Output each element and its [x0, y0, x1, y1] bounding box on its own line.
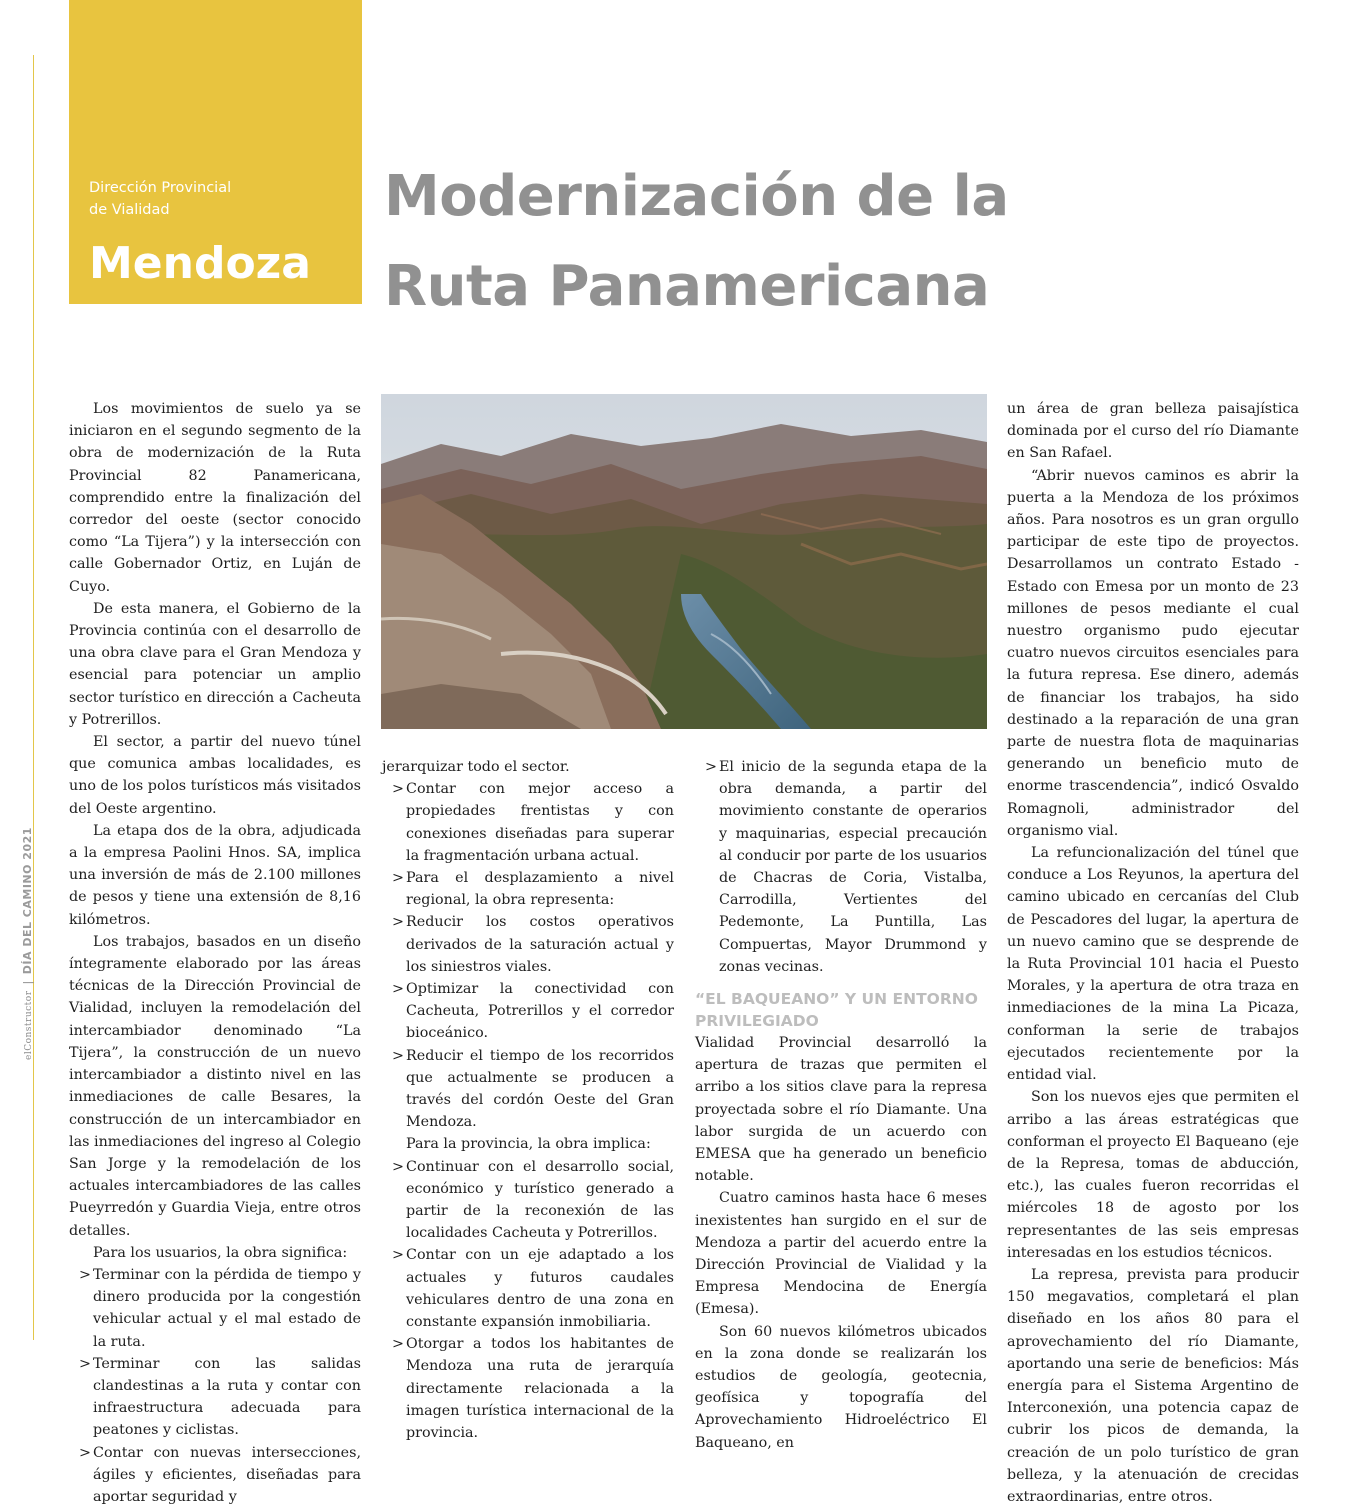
paragraph: La refuncionalización del túnel que conduce a Los Reyunos, la apertura del camino ubicado en cercanías del Club de Pescadores del lugar, la apertura de un nuevo camino que se desprende de la Ruta Provincial 101 hacia el Puesto Morales, y la apertura de otra traza en inmediaciones de la mina La Picaza, conforman la serie de trabajos ejecutados recientemente por la entidad vial. — [1007, 845, 1299, 1084]
list-item-text: Contar con mejor acceso a propiedades frentistas y con conexiones diseñadas para superar la fragmentación urbana actual. — [406, 781, 674, 864]
paragraph: Los movimientos de suelo ya se iniciaron en el segundo segmento de la obra de modernización de la Ruta Provincial 82 Panamericana, comprendido entre la finalización del corredor del oeste (sector conocido como “La Tijera”) y la intersección con calle Gobernador Ortiz, en Luján de Cuyo. — [69, 401, 361, 595]
paragraph: Son 60 nuevos kilómetros ubicados en la zona donde se realizarán los estudios de geología, geotecnia, geofísica y topografía del Aprovechamiento Hidroeléctrico El Baqueano, en — [695, 1323, 987, 1451]
region-title: Mendoza — [89, 238, 311, 289]
list-item — [382, 978, 674, 1045]
paragraph: Cuatro caminos hasta hace 6 meses inexistentes han surgido en el sur de Mendoza a partir del acuerdo entre la Dirección Provincial de Vialidad y la Empresa Mendocina de Energía (Emesa). — [695, 1190, 987, 1318]
chevron-right-icon: > — [392, 870, 404, 887]
chevron-right-icon: > — [392, 1158, 404, 1175]
list-item-text: Contar con un eje adaptado a los actuales y futuros caudales vehiculares dentro de una zona en constante expansión inmobiliaria. — [406, 1247, 674, 1331]
list-item — [69, 1264, 361, 1353]
chevron-right-icon: > — [392, 981, 404, 998]
list-item-text: Para el desplazamiento a nivel regional, la obra representa: — [406, 870, 674, 909]
paragraph-continuation: un área de gran belleza paisajística dominada por el curso del río Diamante en San Rafael. — [1007, 401, 1299, 462]
chevron-right-icon: > — [392, 781, 404, 798]
paragraph: La represa, prevista para producir 150 megavatios, completará el plan diseñado en los años 80 para el aprovechamiento del río Diamante, aportando una serie de beneficios: Más energía para el Sistema Argentino de Interconexión, una potencia capaz de cubrir los picos de demanda, la creación de un polo turístico de gran belleza, y la atenuación de crecidas extraordinarias, entre otros. — [1007, 1266, 1299, 1505]
list-item — [382, 1333, 674, 1444]
paragraph: El sector, a partir del nuevo túnel que comunica ambas localidades, es uno de los polos turísticos más visitados del Oeste argentino. — [69, 734, 362, 817]
list-item-text: Otorgar a todos los habitantes de Mendoza una ruta de jerarquía directamente relacionada a la imagen turística internacional de la provincia. — [406, 1336, 674, 1442]
section-subheading: “EL BAQUEANO” Y UN ENTORNO PRIVILEGIADO — [695, 990, 978, 1031]
chevron-right-icon: > — [392, 1047, 404, 1064]
section-name-line2: de Vialidad — [89, 202, 170, 218]
article-headline — [384, 152, 1284, 332]
list-item-text: Optimizar la conectividad con Cacheuta, Potrerillos y el corredor bioceánico. — [406, 981, 674, 1042]
list-item — [382, 1045, 674, 1134]
list-item-text: Terminar con las salidas clandestinas a la ruta y contar con infraestructura adecuada para peatones y ciclistas. — [93, 1355, 361, 1439]
chevron-right-icon: > — [392, 1247, 404, 1264]
section-name — [89, 177, 349, 221]
mountain-valley-photo — [381, 394, 987, 729]
section-banner — [69, 0, 362, 304]
list-item-text: Terminar con la pérdida de tiempo y dinero producida por la congestión vehicular actual y el mal estado de la ruta. — [93, 1266, 361, 1350]
chevron-right-icon: > — [79, 1355, 91, 1372]
paragraph: Los trabajos, basados en un diseño íntegramente elaborado por las áreas técnicas de la Dirección Provincial de Vialidad, incluyen la remodelación del intercambiador denominado “La Tijera”, la construcción de un nuevo intercambiador a distinto nivel en las inmediaciones de calle Besares, la construcción de un intercambiador en las inmediaciones del ingreso al Colegio San Jorge y la remodelación de los actuales intercambiadores de las calles Pueyrredón y Guardia Vieja, entre otros detalles. — [69, 933, 361, 1239]
list-item — [382, 1244, 674, 1333]
article-column-2 — [382, 756, 674, 1444]
paragraph: La etapa dos de la obra, adjudicada a la empresa Paolini Hnos. SA, implica una inversión de más de 2.100 millones de pesos y tiene una extensión de 8,16 kilómetros. — [69, 822, 361, 928]
issue-name: DÍA DEL CAMINO 2021 — [21, 827, 34, 975]
paragraph: Para la provincia, la obra implica: — [406, 1136, 651, 1153]
headline-line2: Ruta Panamericana — [384, 254, 990, 319]
footer-separator: | — [21, 980, 34, 985]
chevron-right-icon: > — [79, 1444, 91, 1461]
list-item — [382, 778, 674, 867]
chevron-right-icon: > — [79, 1266, 91, 1283]
list-item — [695, 756, 987, 978]
list-item — [382, 867, 674, 911]
list-item-text: Reducir los costos operativos derivados de la saturación actual y los siniestros viales. — [406, 914, 674, 975]
running-footer — [21, 827, 34, 1060]
paragraph: De esta manera, el Gobierno de la Provincia continúa con el desarrollo de una obra clave para el Gran Mendoza y esencial para potenciar un amplio sector turístico en dirección a Cacheuta y Potrerillos. — [69, 600, 361, 728]
chevron-right-icon: > — [705, 759, 717, 775]
paragraph-continuation: jerarquizar todo el sector. — [382, 759, 570, 775]
list-item-text: Contar con nuevas intersecciones, ágiles y eficientes, diseñadas para aportar seguridad y — [93, 1444, 361, 1505]
article-column-4 — [1007, 398, 1299, 1508]
article-column-3 — [695, 756, 987, 1454]
list-item — [382, 1156, 674, 1245]
list-item-text: El inicio de la segunda etapa de la obra demanda, a partir del movimiento constante de operarios y maquinarias, especial precaución al conducir por parte de los usuarios de Chacras de Coria, Vistalba, Carrodilla, Vertientes del Pedemonte, La Puntilla, Las Compuertas, Mayor Drummond y zonas vecinas. — [719, 759, 987, 975]
magazine-brand: elConstructor — [24, 990, 34, 1060]
paragraph: Vialidad Provincial desarrolló la apertura de trazas que permiten el arribo a los sitios clave para la represa proyectada sobre el río Diamante. Una labor surgida de un acuerdo con EMESA que ha generado un beneficio notable. — [695, 1035, 987, 1185]
list-item — [69, 1353, 361, 1442]
chevron-right-icon: > — [392, 1336, 404, 1353]
section-name-line1: Dirección Provincial — [89, 180, 232, 196]
paragraph: Para los usuarios, la obra significa: — [93, 1244, 348, 1261]
headline-line1: Modernización de la — [384, 164, 1009, 229]
list-item-text: Continuar con el desarrollo social, económico y turístico generado a partir de la reconexión de las localidades Cacheuta y Potrerillos. — [406, 1158, 674, 1242]
margin-rule — [33, 55, 34, 1340]
list-item — [69, 1442, 361, 1508]
chevron-right-icon: > — [392, 914, 404, 931]
paragraph: “Abrir nuevos caminos es abrir la puerta a la Mendoza de los próximos años. Para nosotros es un gran orgullo participar de este tipo de proyectos. Desarrollamos un contrato Estado - Estado con Emesa por un monto de 23 millones de pesos mediante el cual nuestro organismo pudo ejecutar cuatro nuevos circuitos esenciales para la futura represa. Ese dinero, además de financiar los trabajos, ha sido destinado a la reparación de una gran parte de nuestra flota de maquinarias generando un beneficio muto de enorme trascendencia”, indicó Osvaldo Romagnoli, administrador del organismo vial. — [1007, 467, 1299, 839]
paragraph: Son los nuevos ejes que permiten el arribo a las áreas estratégicas que conforman el proyecto El Baqueano (eje de la Represa, tomas de abducción, etc.), las cuales fueron recorridas el miércoles 18 de agosto por los representantes de las seis empresas interesadas en los estudios técnicos. — [1007, 1089, 1299, 1261]
list-item-text: Reducir el tiempo de los recorridos que actualmente se producen a través del cordón Oeste del Gran Mendoza. — [406, 1047, 674, 1131]
article-column-1 — [69, 398, 361, 1508]
list-item — [382, 911, 674, 978]
